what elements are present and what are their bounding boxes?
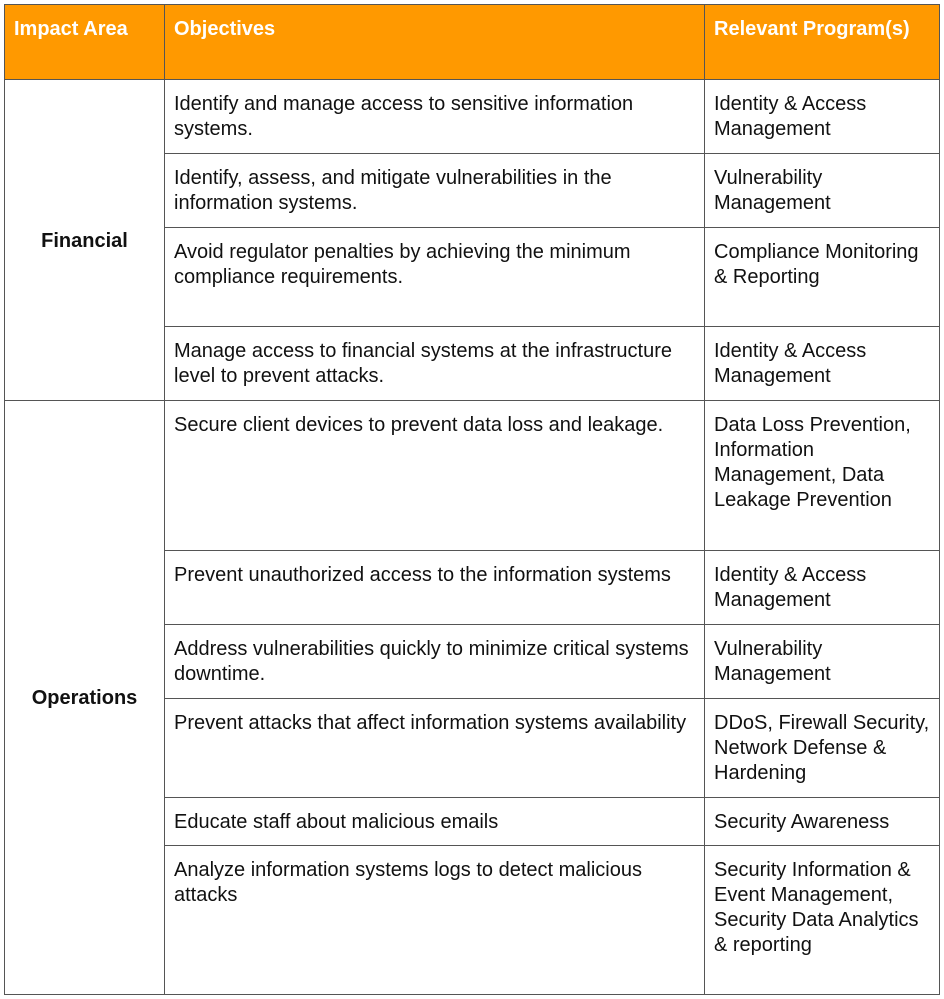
header-impact-area: Impact Area [5, 5, 165, 80]
table-row [5, 80, 940, 154]
objective-cell: Prevent attacks that affect information systems availability [165, 699, 705, 798]
objective-cell: Prevent unauthorized access to the information systems [165, 551, 705, 625]
program-cell: Identity & Access Management [705, 327, 940, 401]
table-row [5, 401, 940, 551]
impact-table [4, 4, 940, 995]
program-cell: Compliance Monitoring & Reporting [705, 228, 940, 327]
header-relevant-programs: Relevant Program(s) [705, 5, 940, 80]
objective-cell: Identify, assess, and mitigate vulnerabilities in the information systems. [165, 154, 705, 228]
program-cell: Vulnerability Management [705, 154, 940, 228]
objective-cell: Identify and manage access to sensitive information systems. [165, 80, 705, 154]
objective-cell: Educate staff about malicious emails [165, 798, 705, 846]
program-cell: Identity & Access Management [705, 551, 940, 625]
objective-cell: Manage access to financial systems at the infrastructure level to prevent attacks. [165, 327, 705, 401]
program-cell: Identity & Access Management [705, 80, 940, 154]
header-row [5, 5, 940, 80]
program-cell: Security Information & Event Management, Security Data Analytics & reporting [705, 846, 940, 995]
objective-cell: Avoid regulator penalties by achieving the minimum compliance requirements. [165, 228, 705, 327]
impact-area-financial: Financial [5, 80, 165, 401]
program-cell: Vulnerability Management [705, 625, 940, 699]
program-cell: DDoS, Firewall Security, Network Defense & Hardening [705, 699, 940, 798]
program-cell: Security Awareness [705, 798, 940, 846]
objective-cell: Address vulnerabilities quickly to minimize critical systems downtime. [165, 625, 705, 699]
objective-cell: Analyze information systems logs to detect malicious attacks [165, 846, 705, 995]
program-cell: Data Loss Prevention, Information Management, Data Leakage Prevention [705, 401, 940, 551]
objective-cell: Secure client devices to prevent data loss and leakage. [165, 401, 705, 551]
header-objectives: Objectives [165, 5, 705, 80]
impact-area-operations: Operations [5, 401, 165, 995]
